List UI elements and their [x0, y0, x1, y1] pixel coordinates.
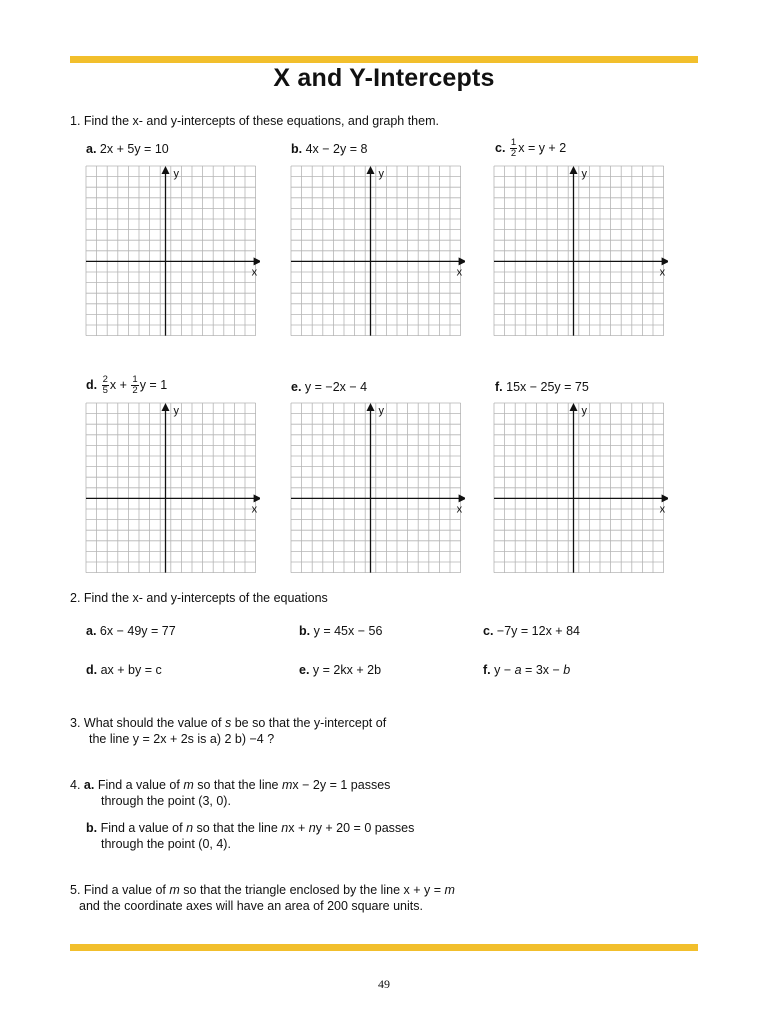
y-axis-label: y [378, 405, 384, 417]
q5-variable: m [444, 883, 455, 897]
x-axis-label: x [251, 266, 258, 279]
q2-part-d-eq: ax + by = c [100, 663, 162, 677]
x-axis-arrow [254, 257, 260, 265]
q1-part-c [495, 136, 566, 160]
q2-part-f-var-a: a [514, 663, 522, 677]
coordinate-grid-d [84, 401, 260, 577]
q3-variable: s [224, 716, 232, 730]
top-rule [70, 56, 698, 63]
coordinate-grid-f [492, 401, 668, 577]
x-axis-arrow [459, 494, 465, 502]
q1-part-c-eq: x = y + 2 [518, 141, 567, 155]
q2-part-d [86, 662, 162, 678]
q2-part-b [299, 623, 382, 639]
x-axis-label: x [659, 503, 666, 516]
q4-text: x − 2y = 1 passes [292, 778, 391, 792]
q1-part-b-eq: 4x − 2y = 8 [305, 142, 368, 156]
q2-part-e [299, 662, 381, 678]
y-axis-arrow [162, 403, 170, 411]
x-axis-arrow [459, 257, 465, 265]
x-axis-arrow [254, 494, 260, 502]
q1-part-e-eq: y = −2x − 4 [304, 380, 368, 394]
q4-part-b-line-2: through the point (0, 4). [101, 837, 231, 851]
fraction-denominator: 5 [102, 385, 108, 397]
q4-part-a-line-2: through the point (3, 0). [101, 794, 231, 808]
q4-text: so that the line [193, 821, 282, 835]
y-axis-label: y [581, 168, 587, 180]
x-axis-label: x [659, 266, 666, 279]
q1-part-a-eq: 2x + 5y = 10 [99, 142, 169, 156]
y-axis-label: y [173, 168, 179, 180]
q2-part-b-label: b. [299, 624, 311, 638]
y-axis-arrow [570, 166, 578, 174]
q4-variable: n [281, 821, 289, 835]
q1-part-d-fraction-2 [131, 375, 138, 396]
q3-line-2: the line y = 2x + 2s is a) 2 b) −4 ? [89, 732, 275, 746]
q2-part-f-var-b: b [563, 663, 571, 677]
q2-part-d-label: d. [86, 663, 98, 677]
q4-text: y + 20 = 0 passes [315, 821, 415, 835]
q1-prompt: 1. Find the x- and y-intercepts of these equations, and graph them. [70, 114, 439, 128]
q4-part-a-label: a. [83, 778, 95, 792]
q2-part-e-label: e. [299, 663, 310, 677]
q1-part-e-label: e. [291, 380, 302, 394]
y-axis-arrow [162, 166, 170, 174]
q5-text: 5. Find a value of [70, 883, 170, 897]
q1-part-d-fraction-1 [102, 375, 109, 396]
fraction-numerator: 2 [102, 374, 108, 386]
y-axis-label: y [378, 168, 384, 180]
q2-part-a-eq: 6x − 49y = 77 [99, 624, 176, 638]
q2-prompt: 2. Find the x- and y-intercepts of the equations [70, 591, 328, 605]
q4-text: so that the line [193, 778, 282, 792]
q2-part-c [483, 623, 580, 639]
y-axis-arrow [367, 403, 375, 411]
q1-part-b [291, 141, 367, 157]
q5-line-2: and the coordinate axes will have an area of 200 square units. [79, 899, 423, 913]
q4-text: Find a value of [94, 778, 184, 792]
x-axis-label: x [251, 503, 258, 516]
q1-part-d-eq: y = 1 [139, 378, 168, 392]
y-axis-arrow [570, 403, 578, 411]
q1-part-a-label: a. [86, 142, 97, 156]
bottom-rule [70, 944, 698, 951]
q4-variable: m [282, 778, 293, 792]
q3-text: 3. What should the value of [70, 716, 225, 730]
q2-part-a-label: a. [86, 624, 97, 638]
coordinate-grid-e [289, 401, 465, 577]
q2-part-f [483, 662, 570, 678]
x-axis-label: x [456, 266, 463, 279]
q2-part-a [86, 623, 176, 639]
q2-part-f-label: f. [483, 663, 491, 677]
q1-part-d [86, 373, 167, 397]
q5-variable: m [169, 883, 180, 897]
fraction-denominator: 2 [510, 148, 517, 160]
q4-part-b-label: b. [86, 821, 98, 835]
q4-part-b-line-1 [86, 820, 414, 836]
q1-part-d-mid: x + [109, 378, 127, 392]
y-axis-label: y [581, 405, 587, 417]
q2-part-f-eq-c: = 3x − [521, 663, 564, 677]
fraction-numerator: 1 [132, 374, 138, 386]
q4-number: 4. [70, 778, 81, 792]
x-axis-label: x [456, 503, 463, 516]
q4-text: x + [288, 821, 309, 835]
q2-part-b-eq: y = 45x − 56 [313, 624, 383, 638]
q1-part-f-eq: 15x − 25y = 75 [506, 380, 589, 394]
q1-part-f-label: f. [495, 380, 503, 394]
q2-part-c-label: c. [483, 624, 494, 638]
q2-part-e-eq: y = 2kx + 2b [312, 663, 382, 677]
q1-part-a [86, 141, 169, 157]
q1-part-c-fraction [510, 138, 517, 159]
x-axis-arrow [662, 494, 668, 502]
q4-variable: n [308, 821, 316, 835]
q3-text: be so that the y-intercept of [231, 716, 387, 730]
q4-variable: n [186, 821, 194, 835]
page-number: 49 [378, 977, 390, 991]
coordinate-grid-b [289, 164, 465, 340]
x-axis-arrow [662, 257, 668, 265]
q4-text: Find a value of [97, 821, 187, 835]
fraction-numerator: 1 [510, 137, 517, 149]
fraction-denominator: 2 [132, 385, 138, 397]
q1-part-e [291, 379, 367, 395]
q1-part-b-label: b. [291, 142, 303, 156]
q3-line-1 [70, 715, 386, 731]
q1-part-d-label: d. [86, 378, 98, 392]
q2-part-c-eq: −7y = 12x + 84 [496, 624, 580, 638]
q1-part-c-label: c. [495, 141, 506, 155]
y-axis-label: y [173, 405, 179, 417]
page-title: X and Y-Intercepts [273, 64, 495, 92]
q5-text: so that the triangle enclosed by the line x + y = [179, 883, 445, 897]
coordinate-grid-a [84, 164, 260, 340]
y-axis-arrow [367, 166, 375, 174]
q1-part-f [495, 379, 589, 395]
q4-part-a-line-1 [70, 777, 390, 793]
q2-part-f-eq-a: y − [494, 663, 515, 677]
q4-variable: m [183, 778, 194, 792]
q5-line-1 [70, 882, 455, 898]
coordinate-grid-c [492, 164, 668, 340]
